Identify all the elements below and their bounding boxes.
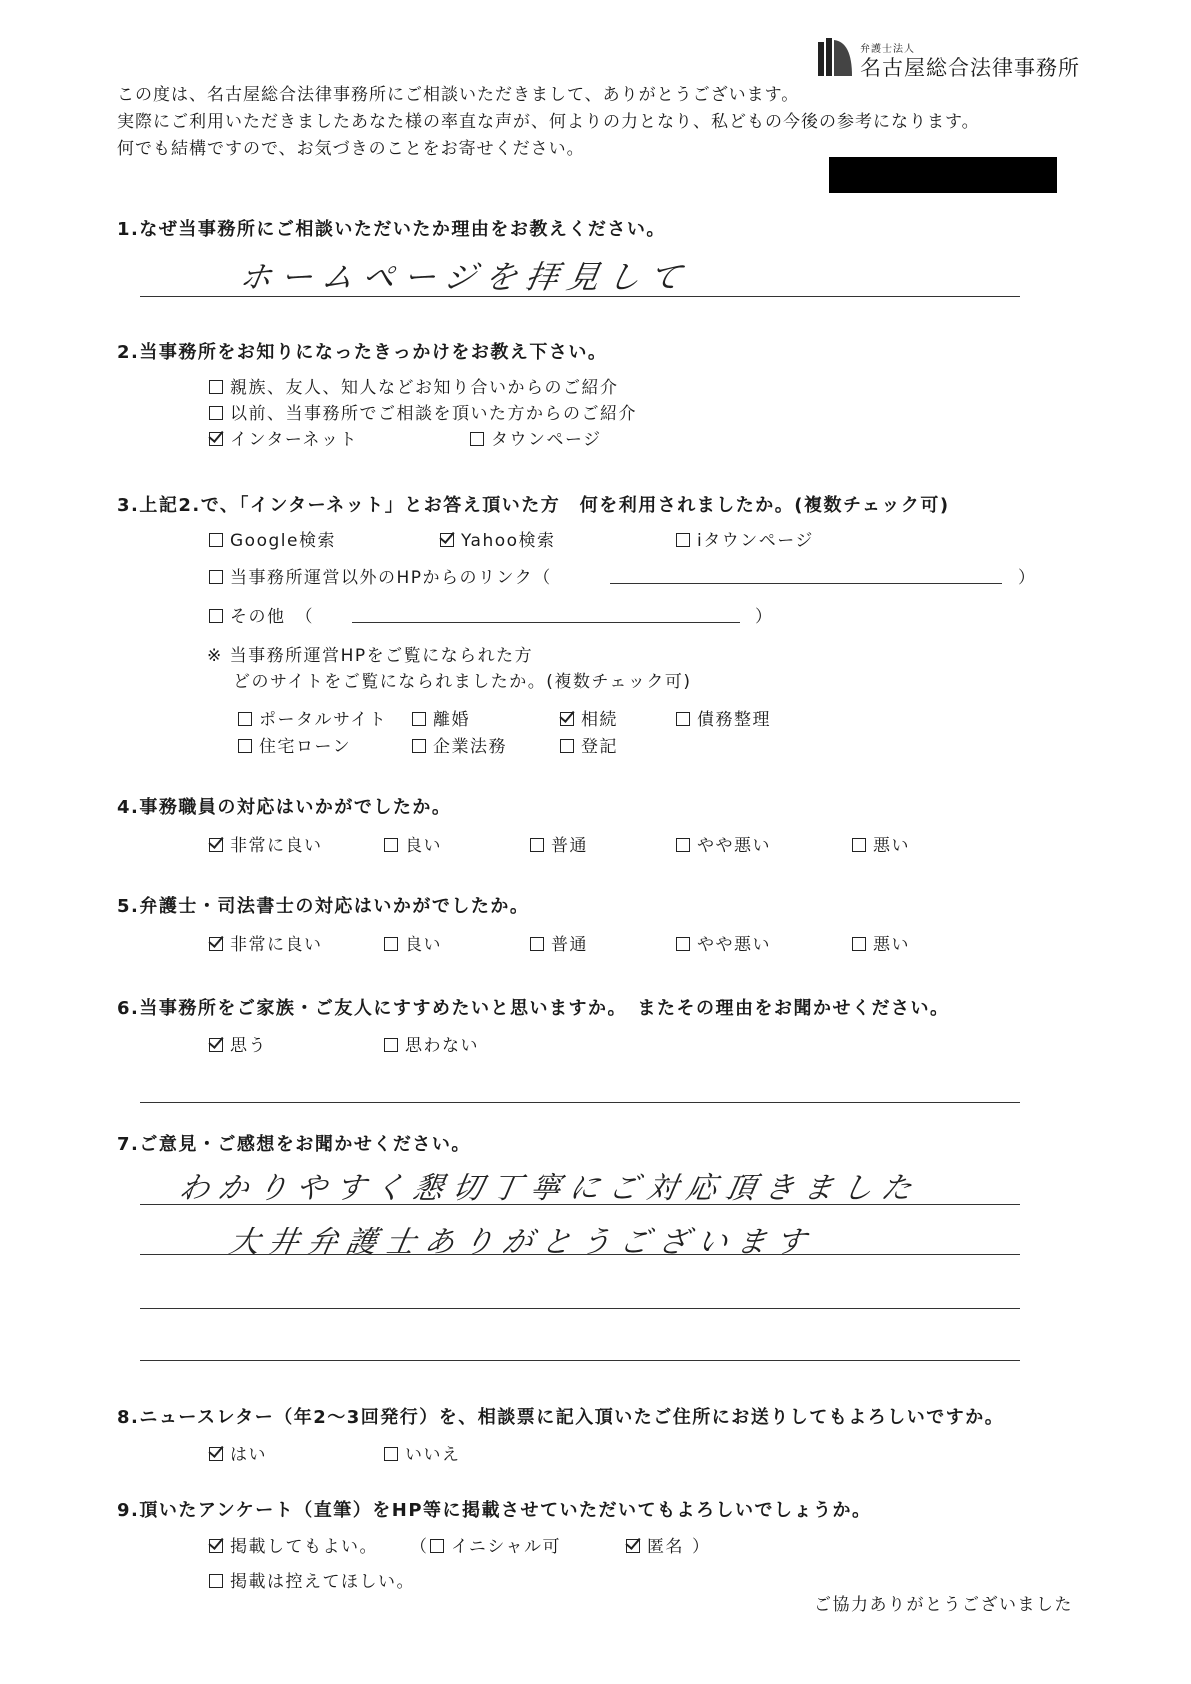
site-housing-loan[interactable]: 住宅ローン xyxy=(238,732,351,757)
q4-somewhat-bad[interactable]: やや悪い xyxy=(676,831,771,856)
close-paren: ） xyxy=(692,1537,711,1557)
handwritten-answer-7-line-1: わかりやすく懇切丁寧にご対応頂きました xyxy=(176,1171,924,1206)
q3-option-external-link[interactable]: 当事務所運営以外のHPからのリンク（ xyxy=(209,563,552,588)
q5-average[interactable]: 普通 xyxy=(530,930,588,955)
handwritten-answer-7-line-2: 大井弁護士ありがとうございます xyxy=(226,1225,818,1260)
checkbox-icon xyxy=(238,712,252,726)
answer-line xyxy=(140,296,1020,297)
checkbox-icon xyxy=(209,570,223,584)
checkbox-icon xyxy=(238,739,252,753)
checked-checkbox-icon xyxy=(209,937,223,951)
checked-checkbox-icon xyxy=(209,432,223,446)
q6-no[interactable]: 思わない xyxy=(384,1031,479,1056)
q4-bad[interactable]: 悪い xyxy=(852,831,910,856)
q5-bad[interactable]: 悪い xyxy=(852,930,910,955)
q2-option-townpage[interactable]: タウンページ xyxy=(470,425,602,450)
question-1: 1.なぜ当事務所にご相談いただいたか理由をお教えください。 xyxy=(117,219,666,240)
checkbox-icon xyxy=(676,937,690,951)
intro-line-3: 何でも結構ですので、お気づきのことをお寄せください。 xyxy=(117,139,585,159)
q2-option-past-client[interactable]: 以前、当事務所でご相談を頂いた方からのご紹介 xyxy=(209,399,637,424)
checkbox-icon xyxy=(470,432,484,446)
blank-line xyxy=(352,622,740,623)
q3-note-line-2: どのサイトをご覧になられましたか。(複数チェック可) xyxy=(233,672,692,692)
q8-yes[interactable]: はい xyxy=(209,1440,267,1465)
checkbox-icon xyxy=(530,838,544,852)
q4-very-good[interactable]: 非常に良い xyxy=(209,831,323,856)
handwritten-answer-1: ホームページを拝見して xyxy=(236,258,694,296)
checkbox-icon xyxy=(209,533,223,547)
q9-anonymous[interactable]: 匿名 xyxy=(626,1532,684,1557)
checkbox-icon xyxy=(676,533,690,547)
checked-checkbox-icon xyxy=(209,1539,223,1553)
q3-note-line-1: ※ 当事務所運営HPをご覧になられた方 xyxy=(207,646,534,666)
checkbox-icon xyxy=(384,838,398,852)
q5-very-good[interactable]: 非常に良い xyxy=(209,930,323,955)
closing-message: ご協力ありがとうございました xyxy=(814,1595,1073,1615)
checkbox-icon xyxy=(384,1447,398,1461)
checked-checkbox-icon xyxy=(560,712,574,726)
q5-somewhat-bad[interactable]: やや悪い xyxy=(676,930,771,955)
question-7: 7.ご意見・ご感想をお聞かせください。 xyxy=(117,1134,471,1155)
question-3: 3.上記2.で、「インターネット」とお答え頂いた方 何を利用されましたか。(複数チェック可) xyxy=(117,495,950,516)
checkbox-icon xyxy=(412,739,426,753)
answer-line xyxy=(140,1308,1020,1309)
question-4: 4.事務職員の対応はいかがでしたか。 xyxy=(117,797,452,818)
site-inheritance[interactable]: 相続 xyxy=(560,705,618,730)
firm-type-label: 弁護士法人 xyxy=(860,44,915,55)
site-debt[interactable]: 債務整理 xyxy=(676,705,771,730)
checked-checkbox-icon xyxy=(209,838,223,852)
checked-checkbox-icon xyxy=(209,1038,223,1052)
checked-checkbox-icon xyxy=(209,1447,223,1461)
checkbox-icon xyxy=(560,739,574,753)
answer-line xyxy=(140,1102,1020,1103)
question-9: 9.頂いたアンケート（直筆）をHP等に掲載させていただいてもよろしいでしょうか。 xyxy=(117,1500,872,1521)
intro-line-1: この度は、名古屋総合法律事務所にご相談いただきまして、ありがとうございます。 xyxy=(117,85,800,105)
checkbox-icon xyxy=(209,406,223,420)
checkbox-icon xyxy=(530,937,544,951)
q5-good[interactable]: 良い xyxy=(384,930,442,955)
blank-line xyxy=(610,583,1002,584)
checkbox-icon xyxy=(209,1574,223,1588)
checkbox-icon xyxy=(412,712,426,726)
checkbox-icon xyxy=(676,712,690,726)
answer-line xyxy=(140,1360,1020,1361)
site-corporate[interactable]: 企業法務 xyxy=(412,732,507,757)
intro-line-2: 実際にご利用いただきましたあなた様の率直な声が、何よりの力となり、私どもの今後の参考になります。 xyxy=(117,112,980,132)
q8-no[interactable]: いいえ xyxy=(384,1440,461,1465)
question-6: 6.当事務所をご家族・ご友人にすすめたいと思いますか。 またその理由をお聞かせください。 xyxy=(117,998,950,1019)
checkbox-icon xyxy=(676,838,690,852)
checked-checkbox-icon xyxy=(440,533,454,547)
q3-option-other[interactable]: その他 （ xyxy=(209,602,314,627)
redaction-block xyxy=(829,157,1057,193)
site-registration[interactable]: 登記 xyxy=(560,732,618,757)
firm-logo-icon xyxy=(818,38,854,76)
q3-option-yahoo[interactable]: Yahoo検索 xyxy=(440,526,556,551)
close-paren: ） xyxy=(755,607,774,627)
answer-line xyxy=(140,1254,1020,1255)
site-divorce[interactable]: 離婚 xyxy=(412,705,470,730)
q6-yes[interactable]: 思う xyxy=(209,1031,267,1056)
q3-option-itownpage[interactable]: iタウンページ xyxy=(676,526,814,551)
checkbox-icon xyxy=(209,609,223,623)
question-5: 5.弁護士・司法書士の対応はいかがでしたか。 xyxy=(117,896,530,917)
checkbox-icon xyxy=(384,1038,398,1052)
q2-option-family[interactable]: 親族、友人、知人などお知り合いからのご紹介 xyxy=(209,373,619,398)
answer-line xyxy=(140,1204,1020,1205)
checkbox-icon xyxy=(384,937,398,951)
checkbox-icon xyxy=(852,937,866,951)
question-2: 2.当事務所をお知りになったきっかけをお教え下さい。 xyxy=(117,342,608,363)
q9-initials-ok[interactable]: イニシャル可 xyxy=(430,1532,561,1557)
q9-do-not-publish[interactable]: 掲載は控えてほしい。 xyxy=(209,1567,415,1592)
checkbox-icon xyxy=(430,1539,444,1553)
q9-may-publish[interactable]: 掲載してもよい。 xyxy=(209,1532,378,1557)
q4-average[interactable]: 普通 xyxy=(530,831,588,856)
checked-checkbox-icon xyxy=(626,1539,640,1553)
site-portal[interactable]: ポータルサイト xyxy=(238,705,387,730)
open-paren: （ xyxy=(410,1537,429,1557)
checkbox-icon xyxy=(852,838,866,852)
firm-name: 名古屋総合法律事務所 xyxy=(860,56,1080,80)
q4-good[interactable]: 良い xyxy=(384,831,442,856)
close-paren: ） xyxy=(1018,568,1037,588)
checkbox-icon xyxy=(209,380,223,394)
q2-option-internet[interactable]: インターネット xyxy=(209,425,358,450)
q3-option-google[interactable]: Google検索 xyxy=(209,526,336,551)
question-8: 8.ニュースレター（年2～3回発行）を、相談票に記入頂いたご住所にお送りしてもよろしいですか。 xyxy=(117,1407,1005,1428)
